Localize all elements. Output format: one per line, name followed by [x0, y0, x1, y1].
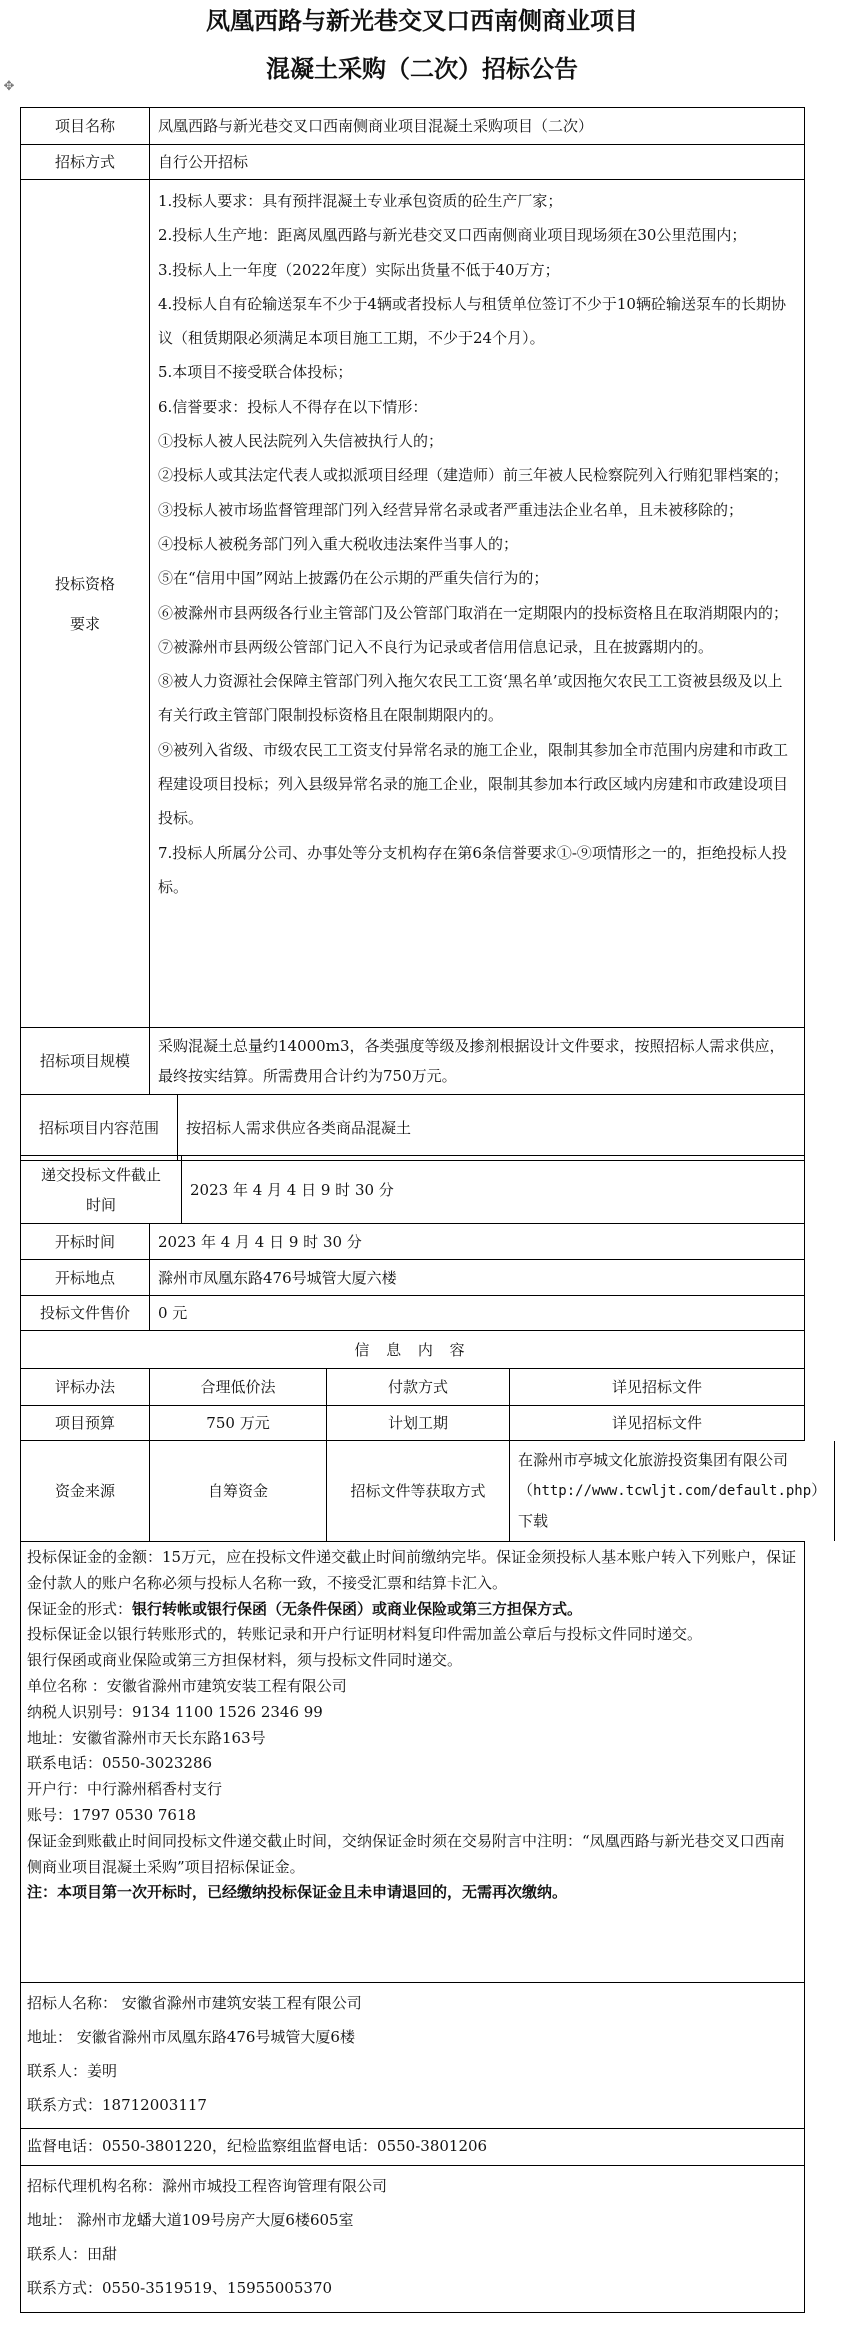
deposit-form [27, 1597, 798, 1623]
project-name-label: 项目名称 [21, 108, 150, 144]
qualification-item: 6.信誉要求：投标人不得存在以下情形： [158, 397, 428, 416]
scale-label: 招标项目规模 [21, 1028, 150, 1094]
qualification-list [150, 180, 805, 1027]
budget-row [21, 1406, 805, 1441]
scope-row [21, 1095, 805, 1161]
doc-access-text-2: ）下载 [518, 1481, 827, 1530]
move-arrows-icon[interactable]: ✥ [3, 79, 15, 94]
opening-place-label: 开标地点 [21, 1260, 150, 1295]
deadline-value: 2023 年 4 月 4 日 9 时 30 分 [182, 1156, 805, 1223]
funding-row [21, 1441, 827, 1542]
qualification-item: 4.投标人自有砼输送泵车不少于4辆或者投标人与租赁单位签订不少于10辆砼输送泵车的长期协议（租赁期限必须满足本项目施工工期，不少于24个月）。 [158, 294, 786, 348]
qualification-item: 3.投标人上一年度（2022年度）实际出货量不低于40万方； [158, 260, 560, 279]
agency-address: 地址： 滁州市龙蟠大道109号房产大厦6楼605室 [27, 2211, 354, 2229]
deposit-form-prefix: 保证金的形式： [27, 1599, 133, 1618]
download-link[interactable]: http://www.tcwljt.com/default.php [533, 1483, 812, 1499]
deposit-account: 账号：1797 0530 7618 [27, 1805, 197, 1824]
doc-price-row [21, 1296, 805, 1331]
opening-place-value: 滁州市凤凰东路476号城管大厦六楼 [150, 1260, 805, 1295]
qualification-label-line1: 投标资格 [54, 574, 115, 593]
deposit-block [21, 1542, 805, 1982]
deposit-phone: 联系电话：0550-3023286 [27, 1754, 213, 1773]
qualification-row [21, 180, 805, 1028]
qualification-item: ④投标人被税务部门列入重大税收违法案件当事人的； [158, 534, 519, 553]
scope-label: 招标项目内容范围 [21, 1095, 178, 1160]
doc-access-text-1: 在滁州市亭城文化旅游投资集团有限公司（ [518, 1451, 789, 1499]
doc-access-label: 招标文件等获取方式 [327, 1441, 510, 1541]
funding-value: 自筹资金 [150, 1441, 327, 1541]
bid-method-value: 自行公开招标 [150, 145, 805, 179]
scope-value: 按招标人需求供应各类商品混凝土 [178, 1095, 805, 1160]
qualification-item: ②投标人或其法定代表人或拟派项目经理（建造师）前三年被人民检察院列入行贿犯罪档案的； [158, 466, 789, 485]
qualification-item: ⑧被人力资源社会保障主管部门列入拖欠农民工工资‘黑名单’或因拖欠农民工工资被县级及以上有关行政主管部门限制投标资格且在限制期限内的。 [158, 672, 783, 725]
tenderer-contact: 联系人：姜明 [27, 2062, 118, 2080]
agency-contact: 联系人：田甜 [27, 2245, 118, 2263]
qualification-item: ①投标人被人民法院列入失信被执行人的； [158, 432, 444, 451]
opening-time-value: 2023 年 4 月 4 日 9 时 30 分 [150, 1224, 805, 1259]
eval-label: 评标办法 [21, 1369, 150, 1405]
notice-title-line2: 混凝土采购（二次）招标公告 [266, 55, 578, 83]
deposit-form-bold: 银行转帐或银行保函（无条件保函）或商业保险或第三方担保方式。 [132, 1599, 583, 1618]
deposit-bank: 开户行：中行滁州稻香村支行 [27, 1780, 223, 1799]
qualification-item: ⑥被滁州市县两级各行业主管部门及公管部门取消在一定期限内的投标资格且在取消期限内的； [158, 603, 789, 622]
project-info-table [20, 107, 805, 1161]
deadline-label: 递交投标文件截止时间 [21, 1156, 182, 1223]
deposit-amount: 投标保证金的金额：15万元，应在投标文件递交截止时间前缴纳完毕。保证金须投标人基本账户转入下列账户，保证金付款人的账户名称必须与投标人名称一致，不接受汇票和结算卡汇入。 [27, 1548, 797, 1592]
agency-row [21, 2166, 805, 2313]
qualification-item: ⑨被列入省级、市级农民工工资支付异常名录的施工企业，限制其参加全市范围内房建和市政工程建设项目投标；列入县级异常名录的施工企业，限制其参加本行政区域内房建和市政建设项目投标。 [158, 740, 789, 828]
doc-access-value [510, 1441, 835, 1541]
deposit-remark: 保证金到账截止时间同投标文件递交截止时间，交纳保证金时须在交易附言中注明：“凤凰西路与新光巷交叉口西南侧商业项目混凝土采购”项目招标保证金。 [27, 1831, 785, 1876]
opening-time-label: 开标时间 [21, 1224, 150, 1259]
scale-value: 采购混凝土总量约14000m3，各类强度等级及掺剂根据设计文件要求，按照招标人需求供应，最终按实结算。所需费用合计约为750万元。 [150, 1028, 805, 1094]
deadline-row [21, 1156, 805, 1224]
eval-value: 合理低价法 [150, 1369, 327, 1405]
deposit-row [21, 1542, 805, 1983]
project-name-value: 凤凰西路与新光巷交叉口西南侧商业项目混凝土采购项目（二次） [150, 108, 805, 144]
supervision-phone: 监督电话：0550-3801220，纪检监察组监督电话：0550-3801206 [21, 2129, 805, 2165]
deposit-transfer-note: 投标保证金以银行转账形式的，转账记录和开户行证明材料复印件需加盖公章后与投标文件同时递交。 [27, 1625, 703, 1644]
tenderer-row [21, 1983, 805, 2129]
deposit-unit-name: 单位名称 ：安徽省滁州市建筑安装工程有限公司 [27, 1676, 347, 1695]
budget-label: 项目预算 [21, 1406, 150, 1440]
agency-block [21, 2166, 805, 2312]
tenderer-name: 招标人名称： 安徽省滁州市建筑安装工程有限公司 [27, 1994, 362, 2012]
tenderer-block [21, 1983, 805, 2128]
budget-value: 750 万元 [150, 1406, 327, 1440]
deposit-tax-id: 纳税人识别号：9134 1100 1526 2346 99 [27, 1702, 323, 1721]
qualification-item: 2.投标人生产地：距离凤凰西路与新光巷交叉口西南侧商业项目现场须在30公里范围内； [158, 226, 747, 245]
agency-phone: 联系方式：0550-3519519、15955005370 [27, 2279, 333, 2297]
qualification-item: ③投标人被市场监督管理部门列入经营异常名录或者严重违法企业名单，且未被移除的； [158, 500, 744, 519]
tenderer-address: 地址： 安徽省滁州市凤凰东路476号城管大厦6楼 [27, 2028, 355, 2046]
schedule-label: 计划工期 [327, 1406, 510, 1440]
bid-method-row [21, 145, 805, 180]
info-header: 信 息 内 容 [21, 1331, 805, 1368]
supervision-row [21, 2129, 805, 2166]
tenderer-phone: 联系方式：18712003117 [27, 2096, 207, 2114]
qualification-item: 7.投标人所属分公司、办事处等分支机构存在第6条信誉要求①-⑨项情形之一的，拒绝投标人投标。 [158, 843, 787, 896]
eval-row [21, 1369, 805, 1406]
notice-title-line1: 凤凰西路与新光巷交叉口西南侧商业项目 [206, 7, 638, 35]
qualification-label [21, 180, 150, 1027]
info-header-row [21, 1331, 805, 1369]
schedule-value: 详见招标文件 [510, 1406, 805, 1440]
payment-label: 付款方式 [327, 1369, 510, 1405]
qualification-item: 5.本项目不接受联合体投标； [158, 363, 353, 382]
bid-info-table [20, 1155, 827, 2313]
deposit-note: 注：本项目第一次开标时，已经缴纳投标保证金且未申请退回的，无需再次缴纳。 [27, 1883, 568, 1902]
agency-name: 招标代理机构名称：滁州市城投工程咨询管理有限公司 [27, 2177, 388, 2195]
deposit-address: 地址：安徽省滁州市天长东路163号 [27, 1728, 266, 1747]
doc-price-label: 投标文件售价 [21, 1296, 150, 1330]
deposit-guarantee-note: 银行保函或商业保险或第三方担保材料，须与投标文件同时递交。 [27, 1651, 463, 1670]
scale-row [21, 1028, 805, 1095]
opening-time-row [21, 1224, 805, 1260]
qualification-item: ⑤在“信用中国”网站上披露仍在公示期的严重失信行为的； [158, 569, 549, 588]
qualification-item: 1.投标人要求：具有预拌混凝土专业承包资质的砼生产厂家； [158, 192, 563, 210]
qualification-item: ⑦被滁州市县两级公管部门记入不良行为记录或者信用信息记录，且在披露期内的。 [158, 637, 714, 656]
opening-place-row [21, 1260, 805, 1296]
payment-value: 详见招标文件 [510, 1369, 805, 1405]
project-name-row [21, 108, 805, 145]
bid-method-label: 招标方式 [21, 145, 150, 179]
doc-price-value: 0 元 [150, 1296, 805, 1330]
funding-label: 资金来源 [21, 1441, 150, 1541]
qualification-label-line2: 要求 [69, 614, 100, 633]
